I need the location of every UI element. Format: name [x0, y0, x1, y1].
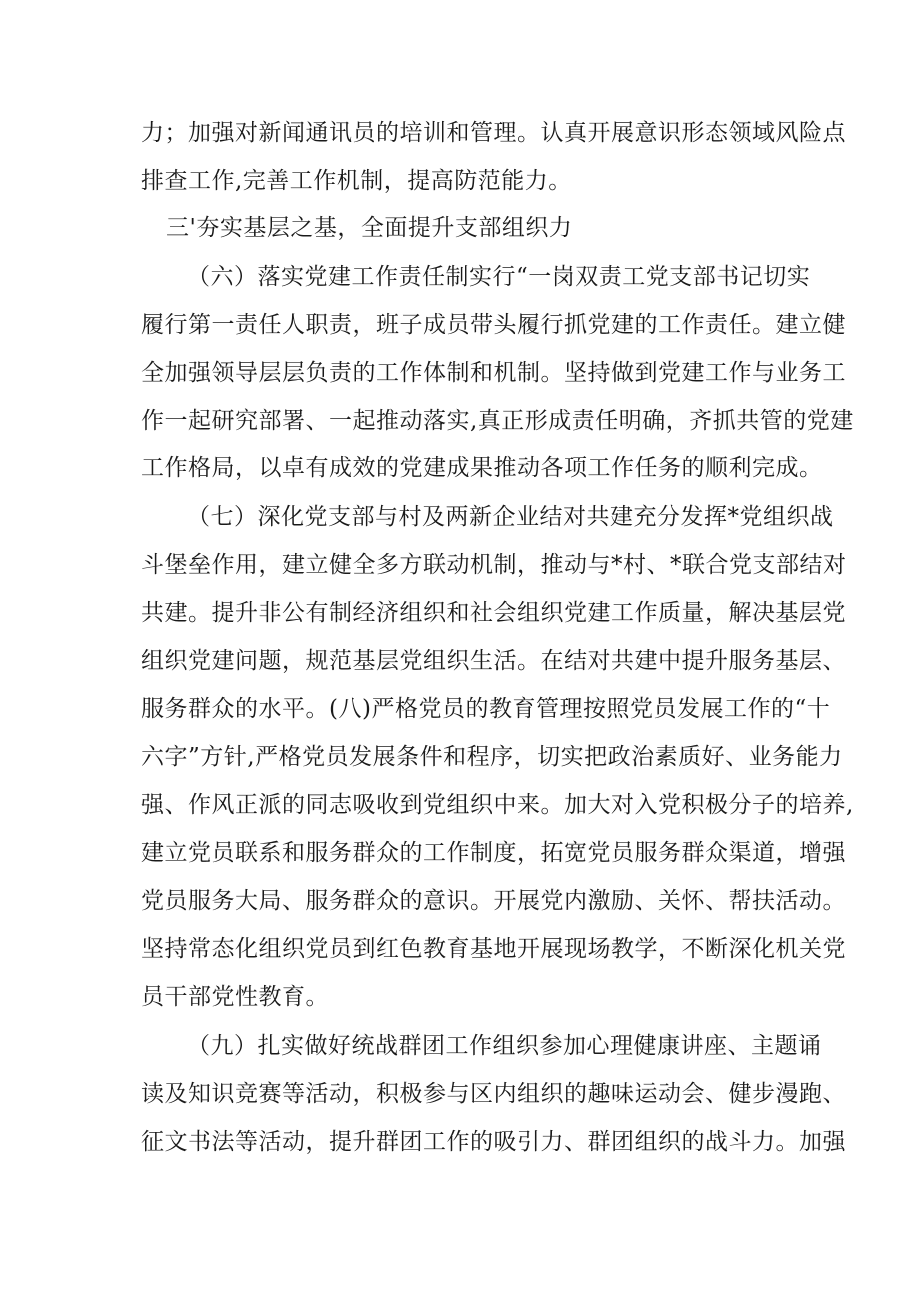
body-text-line: 读及知识竞赛等活动，积极参与区内组织的趣味运动会、健步漫跑、: [141, 1081, 846, 1107]
body-text-line: 工作格局，以卓有成效的党建成果推动各项工作任务的顺利完成。: [141, 455, 823, 481]
body-text-line: 六字”方针,严格党员发展条件和程序，切实把政治素质好、业务能力: [141, 744, 843, 770]
body-text-line: 服务群众的水平。(八)严格党员的教育管理按照党员发展工作的“十: [141, 696, 831, 722]
body-text-line: 党员服务大局、服务群众的意识。开展党内激励、关怀、帮扶活动。: [141, 888, 846, 914]
body-text-line: 履行第一责任人职责，班子成员带头履行抓党建的工作责任。建立健: [141, 312, 846, 338]
body-text-line: 全加强领导层层负责的工作体制和机制。坚持做到党建工作与业务工: [141, 360, 846, 386]
body-text-line: 征文书法等活动，提升群团工作的吸引力、群团组织的战斗力。加强: [141, 1129, 846, 1155]
body-text-line: 共建。提升非公有制经济组织和社会组织党建工作质量，解决基层党: [141, 600, 846, 626]
body-text-line: 力；加强对新闻通讯员的培训和管理。认真开展意识形态领域风险点: [141, 120, 846, 146]
paragraph-first-line: （六）落实党建工作责任制实行“一岗双责工党支部书记切实: [187, 264, 811, 290]
body-text-line: 坚持常态化组织党员到红色教育基地开展现场教学，不断深化机关党: [141, 936, 846, 962]
body-text-line: 排查工作,完善工作机制，提高防范能力。: [141, 168, 572, 194]
body-text-line: 斗堡垒作用，建立健全多方联动机制，推动与*村、*联合党支部结对: [141, 552, 847, 578]
body-text-line: 员干部党性教育。: [141, 984, 329, 1010]
body-text-line: 作一起研究部署、一起推动落实,真正形成责任明确，齐抓共管的党建: [141, 408, 854, 434]
body-text-line: 组织党建问题，规范基层党组织生活。在结对共建中提升服务基层、: [141, 648, 846, 674]
paragraph-first-line: （七）深化党支部与村及两新企业结对共建充分发挥*党组织战: [187, 504, 834, 530]
body-text-line: 强、作风正派的同志吸收到党组织中来。加大对入党积极分子的培养,: [141, 792, 854, 818]
section-heading: 三'夯实基层之基，全面提升支部组织力: [166, 215, 573, 241]
paragraph-first-line: （九）扎实做好统战群团工作组织参加心理健康讲座、主题诵: [187, 1033, 822, 1059]
body-text-line: 建立党员联系和服务群众的工作制度，拓宽党员服务群众渠道，增强: [141, 840, 846, 866]
